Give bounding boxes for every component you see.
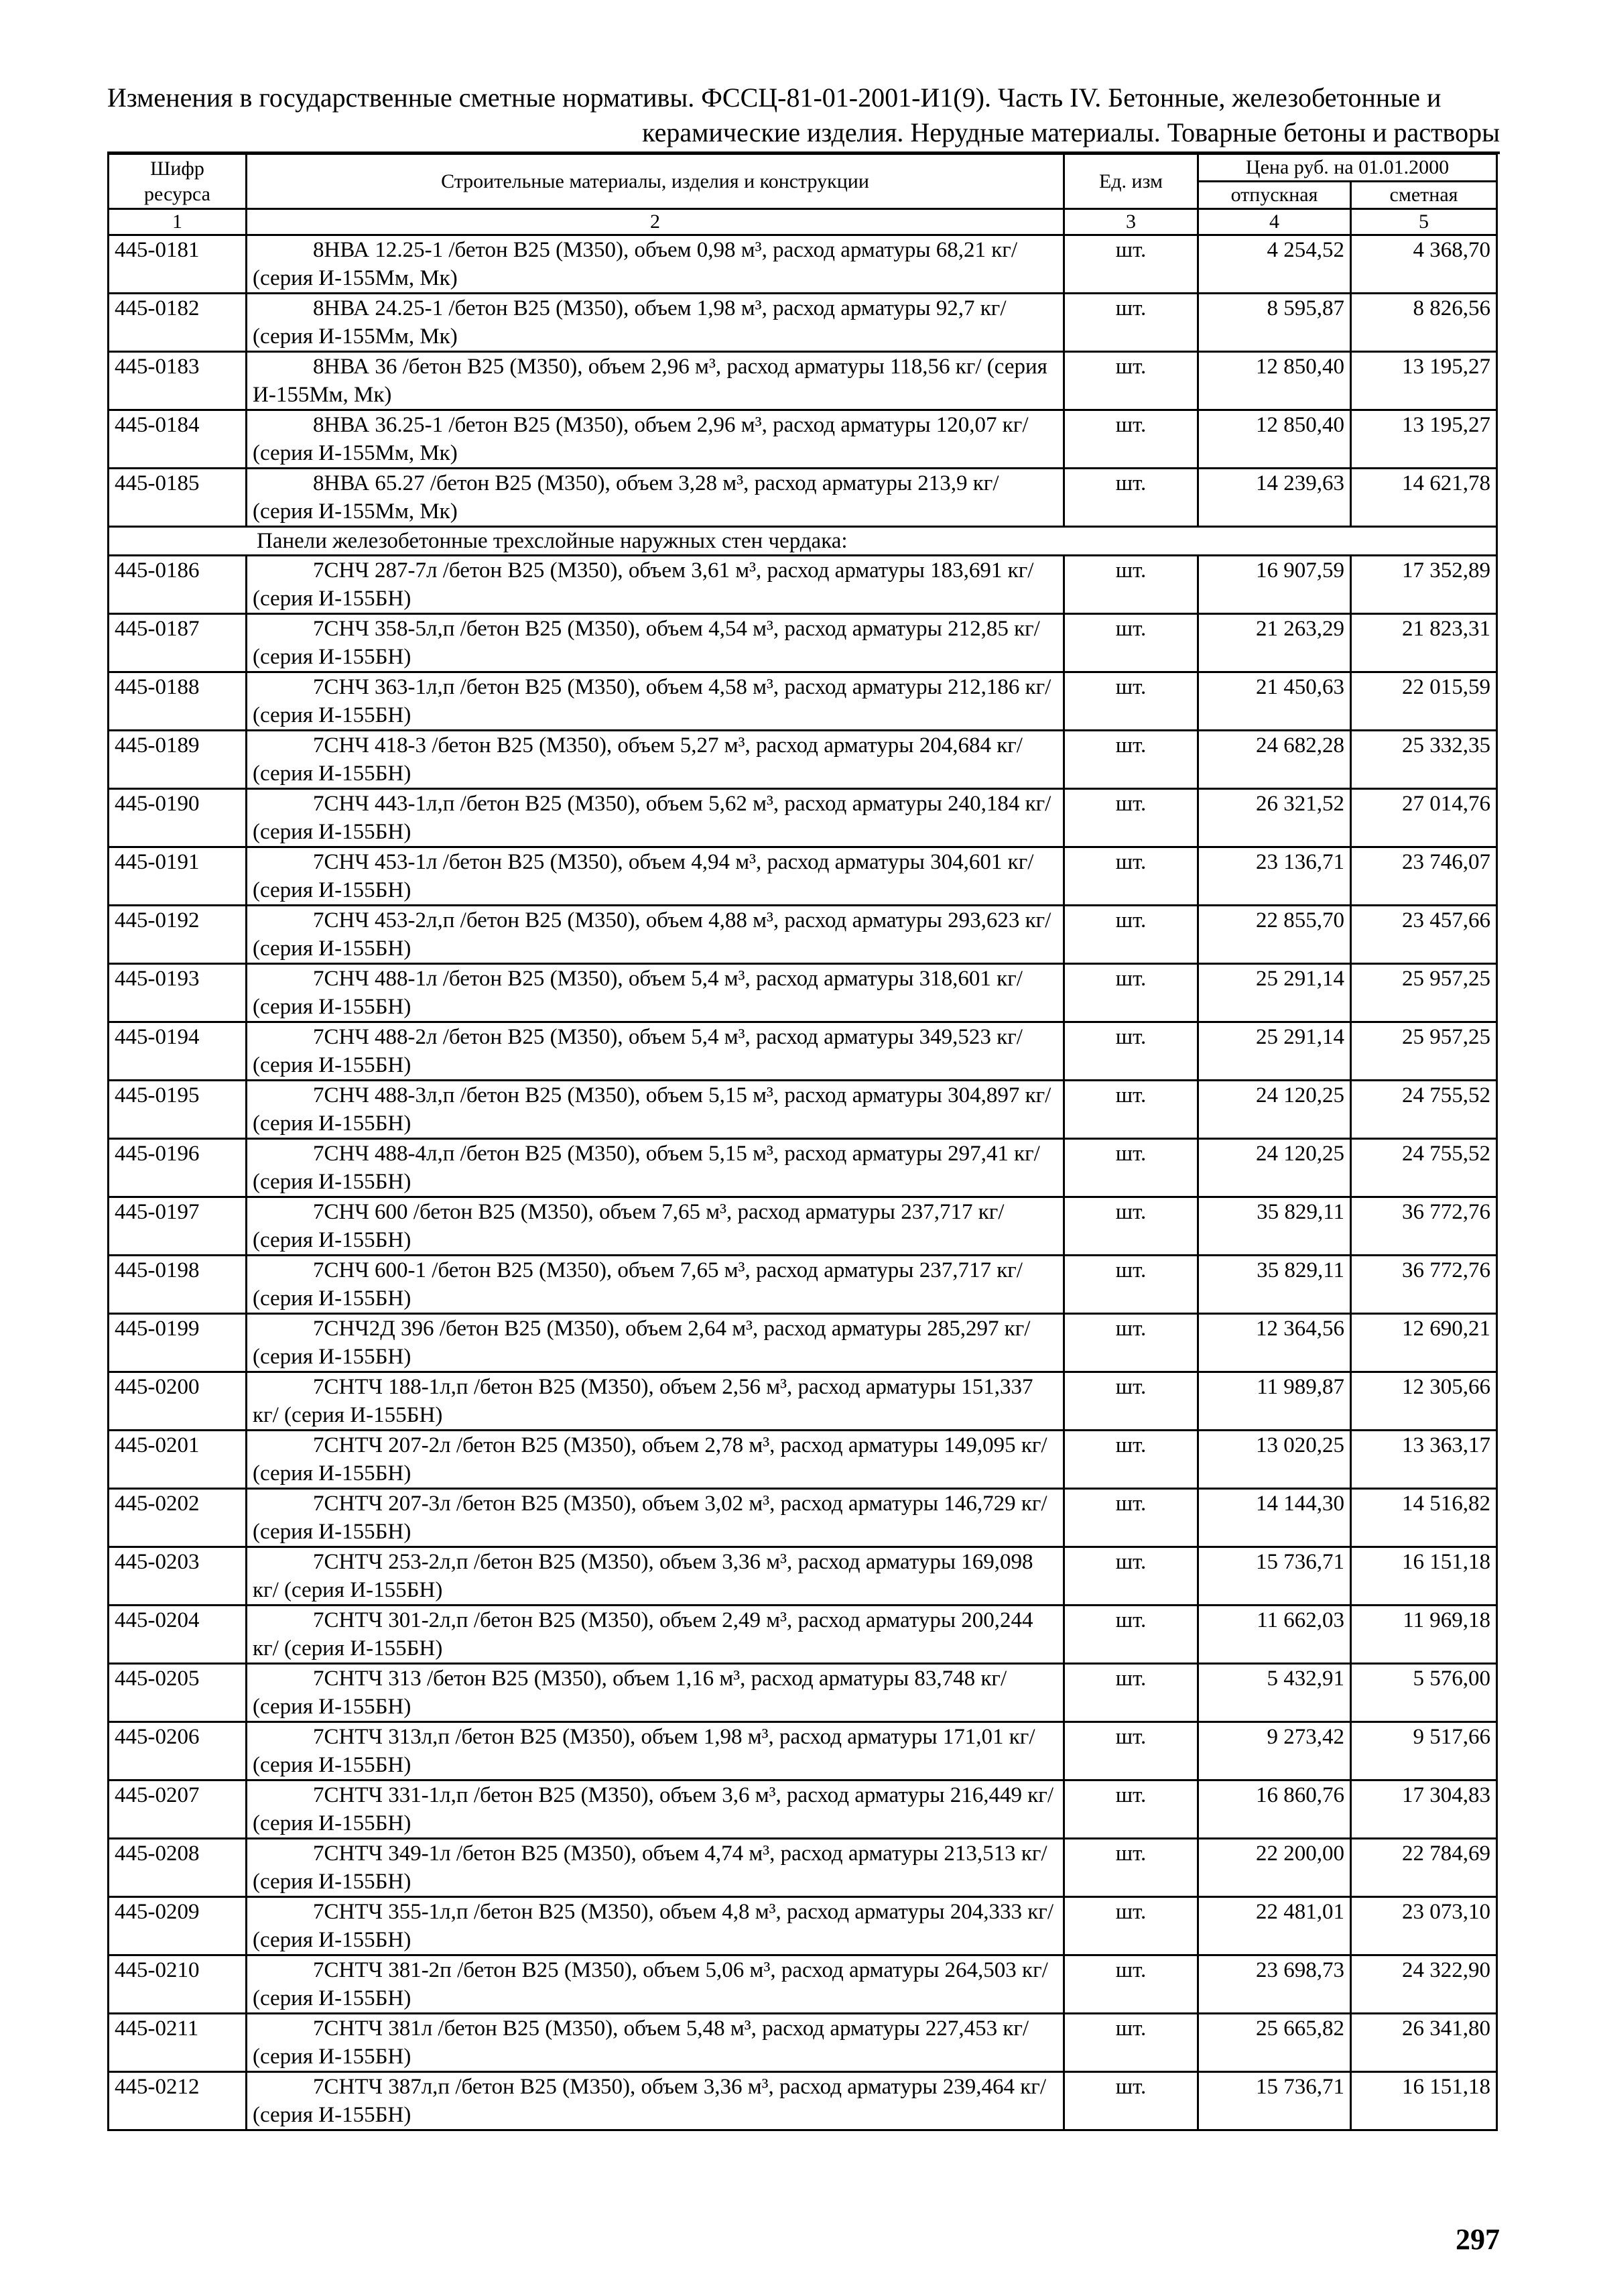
material-description: 7СНЧ 453-2л,п /бетон В25 (М350), объем 4,88 м³, расход арматуры 293,623 кг/ (серия И-155БН) — [247, 906, 1064, 964]
material-description: 7СНЧ2Д 396 /бетон В25 (М350), объем 2,64 м³, расход арматуры 285,297 кг/ (серия И-155БН) — [247, 1314, 1064, 1372]
release-price: 12 850,40 — [1198, 352, 1351, 410]
column-number: 2 — [247, 209, 1064, 235]
resource-code: 445-0186 — [109, 556, 247, 614]
material-description: 7СНТЧ 355-1л,п /бетон В25 (М350), объем 4,8 м³, расход арматуры 204,333 кг/ (серия И-155БН) — [247, 1897, 1064, 1955]
table-row — [109, 1839, 1497, 1897]
resource-code: 445-0205 — [109, 1664, 247, 1722]
resource-code: 445-0210 — [109, 1955, 247, 2014]
resource-code: 445-0195 — [109, 1081, 247, 1139]
price-table — [107, 153, 1498, 2131]
estimate-price: 24 755,52 — [1351, 1139, 1497, 1197]
resource-code: 445-0182 — [109, 294, 247, 352]
table-row — [109, 1372, 1497, 1431]
resource-code: 445-0190 — [109, 789, 247, 847]
unit-of-measure: шт. — [1064, 1139, 1198, 1197]
material-description: 7СНТЧ 207-2л /бетон В25 (М350), объем 2,78 м³, расход арматуры 149,095 кг/ (серия И-155БН) — [247, 1431, 1064, 1489]
release-price: 16 907,59 — [1198, 556, 1351, 614]
unit-of-measure: шт. — [1064, 1780, 1198, 1839]
unit-of-measure: шт. — [1064, 469, 1198, 527]
resource-code: 445-0185 — [109, 469, 247, 527]
estimate-price: 23 746,07 — [1351, 847, 1497, 906]
unit-of-measure: шт. — [1064, 1722, 1198, 1780]
material-description: 7СНЧ 358-5л,п /бетон В25 (М350), объем 4,54 м³, расход арматуры 212,85 кг/ (серия И-155БН) — [247, 614, 1064, 672]
estimate-price: 22 015,59 — [1351, 672, 1497, 731]
estimate-price: 17 352,89 — [1351, 556, 1497, 614]
resource-code: 445-0212 — [109, 2072, 247, 2130]
release-price: 21 450,63 — [1198, 672, 1351, 731]
col-header-code: Шифр ресурса — [109, 154, 247, 209]
table-row — [109, 847, 1497, 906]
estimate-price: 24 322,90 — [1351, 1955, 1497, 2014]
resource-code: 445-0181 — [109, 235, 247, 294]
release-price: 4 254,52 — [1198, 235, 1351, 294]
page-header — [107, 80, 1500, 150]
estimate-price: 17 304,83 — [1351, 1780, 1497, 1839]
release-price: 12 850,40 — [1198, 410, 1351, 469]
estimate-price: 21 823,31 — [1351, 614, 1497, 672]
unit-of-measure: шт. — [1064, 294, 1198, 352]
unit-of-measure: шт. — [1064, 2014, 1198, 2072]
unit-of-measure: шт. — [1064, 1489, 1198, 1547]
material-description: 7СНЧ 488-4л,п /бетон В25 (М350), объем 5,15 м³, расход арматуры 297,41 кг/ (серия И-155БН) — [247, 1139, 1064, 1197]
estimate-price: 24 755,52 — [1351, 1081, 1497, 1139]
unit-of-measure: шт. — [1064, 1839, 1198, 1897]
release-price: 12 364,56 — [1198, 1314, 1351, 1372]
material-description: 7СНЧ 600-1 /бетон В25 (М350), объем 7,65 м³, расход арматуры 237,717 кг/ (серия И-155БН) — [247, 1256, 1064, 1314]
estimate-price: 14 621,78 — [1351, 469, 1497, 527]
table-row — [109, 672, 1497, 731]
release-price: 22 481,01 — [1198, 1897, 1351, 1955]
release-price: 23 698,73 — [1198, 1955, 1351, 2014]
resource-code: 445-0209 — [109, 1897, 247, 1955]
estimate-price: 13 195,27 — [1351, 352, 1497, 410]
material-description: 7СНТЧ 188-1л,п /бетон В25 (М350), объем 2,56 м³, расход арматуры 151,337 кг/ (серия И-155БН) — [247, 1372, 1064, 1431]
table-row — [109, 352, 1497, 410]
unit-of-measure: шт. — [1064, 672, 1198, 731]
table-row — [109, 2014, 1497, 2072]
table-row — [109, 1489, 1497, 1547]
col-header-unit: Ед. изм — [1064, 154, 1198, 209]
table-row — [109, 1547, 1497, 1606]
material-description: 7СНЧ 287-7л /бетон В25 (М350), объем 3,61 м³, расход арматуры 183,691 кг/ (серия И-155БН) — [247, 556, 1064, 614]
unit-of-measure: шт. — [1064, 410, 1198, 469]
release-price: 24 682,28 — [1198, 731, 1351, 789]
unit-of-measure: шт. — [1064, 614, 1198, 672]
unit-of-measure: шт. — [1064, 235, 1198, 294]
table-row — [109, 1081, 1497, 1139]
estimate-price: 36 772,76 — [1351, 1256, 1497, 1314]
estimate-price: 11 969,18 — [1351, 1606, 1497, 1664]
release-price: 11 989,87 — [1198, 1372, 1351, 1431]
resource-code: 445-0188 — [109, 672, 247, 731]
table-row — [109, 294, 1497, 352]
column-number: 5 — [1351, 209, 1497, 235]
material-description: 7СНЧ 443-1л,п /бетон В25 (М350), объем 5,62 м³, расход арматуры 240,184 кг/ (серия И-155БН) — [247, 789, 1064, 847]
material-description: 7СНЧ 488-1л /бетон В25 (М350), объем 5,4 м³, расход арматуры 318,601 кг/ (серия И-155БН) — [247, 964, 1064, 1022]
table-row — [109, 964, 1497, 1022]
table-row — [109, 1722, 1497, 1780]
table-row — [109, 614, 1497, 672]
estimate-price: 8 826,56 — [1351, 294, 1497, 352]
resource-code: 445-0191 — [109, 847, 247, 906]
unit-of-measure: шт. — [1064, 1372, 1198, 1431]
estimate-price: 14 516,82 — [1351, 1489, 1497, 1547]
material-description: 7СНТЧ 253-2л,п /бетон В25 (М350), объем 3,36 м³, расход арматуры 169,098 кг/ (серия И-155БН) — [247, 1547, 1064, 1606]
table-row — [109, 410, 1497, 469]
release-price: 11 662,03 — [1198, 1606, 1351, 1664]
material-description: 8НВА 12.25-1 /бетон В25 (М350), объем 0,98 м³, расход арматуры 68,21 кг/ (серия И-155Мм, Мк) — [247, 235, 1064, 294]
material-description: 7СНЧ 418-3 /бетон В25 (М350), объем 5,27 м³, расход арматуры 204,684 кг/ (серия И-155БН) — [247, 731, 1064, 789]
table-row — [109, 1256, 1497, 1314]
material-description: 7СНЧ 488-3л,п /бетон В25 (М350), объем 5,15 м³, расход арматуры 304,897 кг/ (серия И-155БН) — [247, 1081, 1064, 1139]
resource-code: 445-0202 — [109, 1489, 247, 1547]
resource-code: 445-0184 — [109, 410, 247, 469]
table-row — [109, 1197, 1497, 1256]
table-row — [109, 1780, 1497, 1839]
table-row — [109, 1664, 1497, 1722]
material-description: 8НВА 65.27 /бетон В25 (М350), объем 3,28 м³, расход арматуры 213,9 кг/ (серия И-155Мм, Мк) — [247, 469, 1064, 527]
material-description: 7СНЧ 363-1л,п /бетон В25 (М350), объем 4,58 м³, расход арматуры 212,186 кг/ (серия И-155БН) — [247, 672, 1064, 731]
table-row — [109, 1897, 1497, 1955]
material-description: 7СНЧ 488-2л /бетон В25 (М350), объем 5,4 м³, расход арматуры 349,523 кг/ (серия И-155БН) — [247, 1022, 1064, 1081]
header-line-2: керамические изделия. Нерудные материалы. Товарные бетоны и растворы — [642, 117, 1500, 147]
estimate-price: 12 305,66 — [1351, 1372, 1497, 1431]
resource-code: 445-0193 — [109, 964, 247, 1022]
page-number: 297 — [1456, 2223, 1500, 2256]
unit-of-measure: шт. — [1064, 1081, 1198, 1139]
unit-of-measure: шт. — [1064, 731, 1198, 789]
estimate-price: 25 957,25 — [1351, 964, 1497, 1022]
unit-of-measure: шт. — [1064, 964, 1198, 1022]
material-description: 7СНТЧ 301-2л,п /бетон В25 (М350), объем 2,49 м³, расход арматуры 200,244 кг/ (серия И-155БН) — [247, 1606, 1064, 1664]
estimate-price: 9 517,66 — [1351, 1722, 1497, 1780]
resource-code: 445-0189 — [109, 731, 247, 789]
unit-of-measure: шт. — [1064, 1022, 1198, 1081]
estimate-price: 26 341,80 — [1351, 2014, 1497, 2072]
unit-of-measure: шт. — [1064, 2072, 1198, 2130]
estimate-price: 23 457,66 — [1351, 906, 1497, 964]
resource-code: 445-0183 — [109, 352, 247, 410]
table-body-part-2 — [109, 556, 1497, 2130]
material-description: 7СНТЧ 313 /бетон В25 (М350), объем 1,16 м³, расход арматуры 83,748 кг/ (серия И-155БН) — [247, 1664, 1064, 1722]
unit-of-measure: шт. — [1064, 847, 1198, 906]
material-description: 7СНТЧ 349-1л /бетон В25 (М350), объем 4,74 м³, расход арматуры 213,513 кг/ (серия И-155БН) — [247, 1839, 1064, 1897]
estimate-price: 25 957,25 — [1351, 1022, 1497, 1081]
col-header-estimate-price: сметная — [1351, 182, 1497, 209]
unit-of-measure: шт. — [1064, 1431, 1198, 1489]
release-price: 25 291,14 — [1198, 964, 1351, 1022]
release-price: 15 736,71 — [1198, 1547, 1351, 1606]
estimate-price: 12 690,21 — [1351, 1314, 1497, 1372]
unit-of-measure: шт. — [1064, 1547, 1198, 1606]
estimate-price: 16 151,18 — [1351, 2072, 1497, 2130]
table-row — [109, 1955, 1497, 2014]
material-description: 7СНТЧ 381-2п /бетон В25 (М350), объем 5,06 м³, расход арматуры 264,503 кг/ (серия И-155БН) — [247, 1955, 1064, 2014]
estimate-price: 22 784,69 — [1351, 1839, 1497, 1897]
unit-of-measure: шт. — [1064, 1897, 1198, 1955]
col-header-price-group: Цена руб. на 01.01.2000 — [1198, 154, 1497, 182]
material-description: 7СНТЧ 381л /бетон В25 (М350), объем 5,48 м³, расход арматуры 227,453 кг/ (серия И-155БН) — [247, 2014, 1064, 2072]
material-description: 7СНЧ 453-1л /бетон В25 (М350), объем 4,94 м³, расход арматуры 304,601 кг/ (серия И-155БН) — [247, 847, 1064, 906]
column-number: 1 — [109, 209, 247, 235]
resource-code: 445-0198 — [109, 1256, 247, 1314]
col-header-release-price: отпускная — [1198, 182, 1351, 209]
unit-of-measure: шт. — [1064, 1955, 1198, 2014]
estimate-price: 23 073,10 — [1351, 1897, 1497, 1955]
resource-code: 445-0192 — [109, 906, 247, 964]
release-price: 25 291,14 — [1198, 1022, 1351, 1081]
release-price: 24 120,25 — [1198, 1139, 1351, 1197]
column-numbers-row — [109, 209, 1497, 235]
release-price: 9 273,42 — [1198, 1722, 1351, 1780]
resource-code: 445-0199 — [109, 1314, 247, 1372]
release-price: 8 595,87 — [1198, 294, 1351, 352]
resource-code: 445-0196 — [109, 1139, 247, 1197]
table-row — [109, 235, 1497, 294]
release-price: 14 144,30 — [1198, 1489, 1351, 1547]
table-row — [109, 1314, 1497, 1372]
release-price: 22 855,70 — [1198, 906, 1351, 964]
resource-code: 445-0211 — [109, 2014, 247, 2072]
material-description: 7СНТЧ 331-1л,п /бетон В25 (М350), объем 3,6 м³, расход арматуры 216,449 кг/ (серия И-155БН) — [247, 1780, 1064, 1839]
unit-of-measure: шт. — [1064, 1314, 1198, 1372]
resource-code: 445-0187 — [109, 614, 247, 672]
table-body-part-1 — [109, 235, 1497, 527]
material-description: 7СНТЧ 313л,п /бетон В25 (М350), объем 1,98 м³, расход арматуры 171,01 кг/ (серия И-155БН) — [247, 1722, 1064, 1780]
unit-of-measure: шт. — [1064, 556, 1198, 614]
col-header-name: Строительные материалы, изделия и конструкции — [247, 154, 1064, 209]
table-row — [109, 906, 1497, 964]
estimate-price: 25 332,35 — [1351, 731, 1497, 789]
release-price: 25 665,82 — [1198, 2014, 1351, 2072]
release-price: 35 829,11 — [1198, 1256, 1351, 1314]
material-description: 8НВА 24.25-1 /бетон В25 (М350), объем 1,98 м³, расход арматуры 92,7 кг/ (серия И-155Мм, Мк) — [247, 294, 1064, 352]
table-head — [109, 154, 1497, 235]
estimate-price: 13 363,17 — [1351, 1431, 1497, 1489]
unit-of-measure: шт. — [1064, 1606, 1198, 1664]
release-price: 23 136,71 — [1198, 847, 1351, 906]
resource-code: 445-0208 — [109, 1839, 247, 1897]
release-price: 22 200,00 — [1198, 1839, 1351, 1897]
material-description: 7СНТЧ 387л,п /бетон В25 (М350), объем 3,36 м³, расход арматуры 239,464 кг/ (серия И-155БН) — [247, 2072, 1064, 2130]
unit-of-measure: шт. — [1064, 789, 1198, 847]
table-row — [109, 469, 1497, 527]
table-row — [109, 789, 1497, 847]
table-row — [109, 2072, 1497, 2130]
material-description: 8НВА 36.25-1 /бетон В25 (М350), объем 2,96 м³, расход арматуры 120,07 кг/ (серия И-155Мм, Мк) — [247, 410, 1064, 469]
unit-of-measure: шт. — [1064, 1256, 1198, 1314]
table-row — [109, 1431, 1497, 1489]
estimate-price: 5 576,00 — [1351, 1664, 1497, 1722]
unit-of-measure: шт. — [1064, 352, 1198, 410]
resource-code: 445-0207 — [109, 1780, 247, 1839]
section-body — [109, 527, 1497, 556]
resource-code: 445-0204 — [109, 1606, 247, 1664]
release-price: 24 120,25 — [1198, 1081, 1351, 1139]
release-price: 15 736,71 — [1198, 2072, 1351, 2130]
estimate-price: 13 195,27 — [1351, 410, 1497, 469]
material-description: 7СНЧ 600 /бетон В25 (М350), объем 7,65 м³, расход арматуры 237,717 кг/ (серия И-155БН) — [247, 1197, 1064, 1256]
unit-of-measure: шт. — [1064, 1197, 1198, 1256]
resource-code: 445-0206 — [109, 1722, 247, 1780]
estimate-price: 36 772,76 — [1351, 1197, 1497, 1256]
release-price: 16 860,76 — [1198, 1780, 1351, 1839]
table-row — [109, 1606, 1497, 1664]
material-description: 8НВА 36 /бетон В25 (М350), объем 2,96 м³, расход арматуры 118,56 кг/ (серия И-155Мм, Мк) — [247, 352, 1064, 410]
resource-code: 445-0201 — [109, 1431, 247, 1489]
estimate-price: 16 151,18 — [1351, 1547, 1497, 1606]
release-price: 35 829,11 — [1198, 1197, 1351, 1256]
resource-code: 445-0197 — [109, 1197, 247, 1256]
release-price: 26 321,52 — [1198, 789, 1351, 847]
column-number: 3 — [1064, 209, 1198, 235]
release-price: 14 239,63 — [1198, 469, 1351, 527]
release-price: 5 432,91 — [1198, 1664, 1351, 1722]
table-row — [109, 556, 1497, 614]
unit-of-measure: шт. — [1064, 1664, 1198, 1722]
release-price: 21 263,29 — [1198, 614, 1351, 672]
material-description: 7СНТЧ 207-3л /бетон В25 (М350), объем 3,02 м³, расход арматуры 146,729 кг/ (серия И-155БН) — [247, 1489, 1064, 1547]
resource-code: 445-0200 — [109, 1372, 247, 1431]
section-title: Панели железобетонные трехслойные наружных стен чердака: — [109, 527, 1497, 556]
resource-code: 445-0203 — [109, 1547, 247, 1606]
table-row — [109, 731, 1497, 789]
unit-of-measure: шт. — [1064, 906, 1198, 964]
header-line-1: Изменения в государственные сметные нормативы. ФССЦ-81-01-2001-И1(9). Часть IV. Бетонные, железобетонные и — [107, 82, 1442, 113]
table-row — [109, 1022, 1497, 1081]
release-price: 13 020,25 — [1198, 1431, 1351, 1489]
column-number: 4 — [1198, 209, 1351, 235]
resource-code: 445-0194 — [109, 1022, 247, 1081]
estimate-price: 27 014,76 — [1351, 789, 1497, 847]
estimate-price: 4 368,70 — [1351, 235, 1497, 294]
section-row — [109, 527, 1497, 556]
table-row — [109, 1139, 1497, 1197]
